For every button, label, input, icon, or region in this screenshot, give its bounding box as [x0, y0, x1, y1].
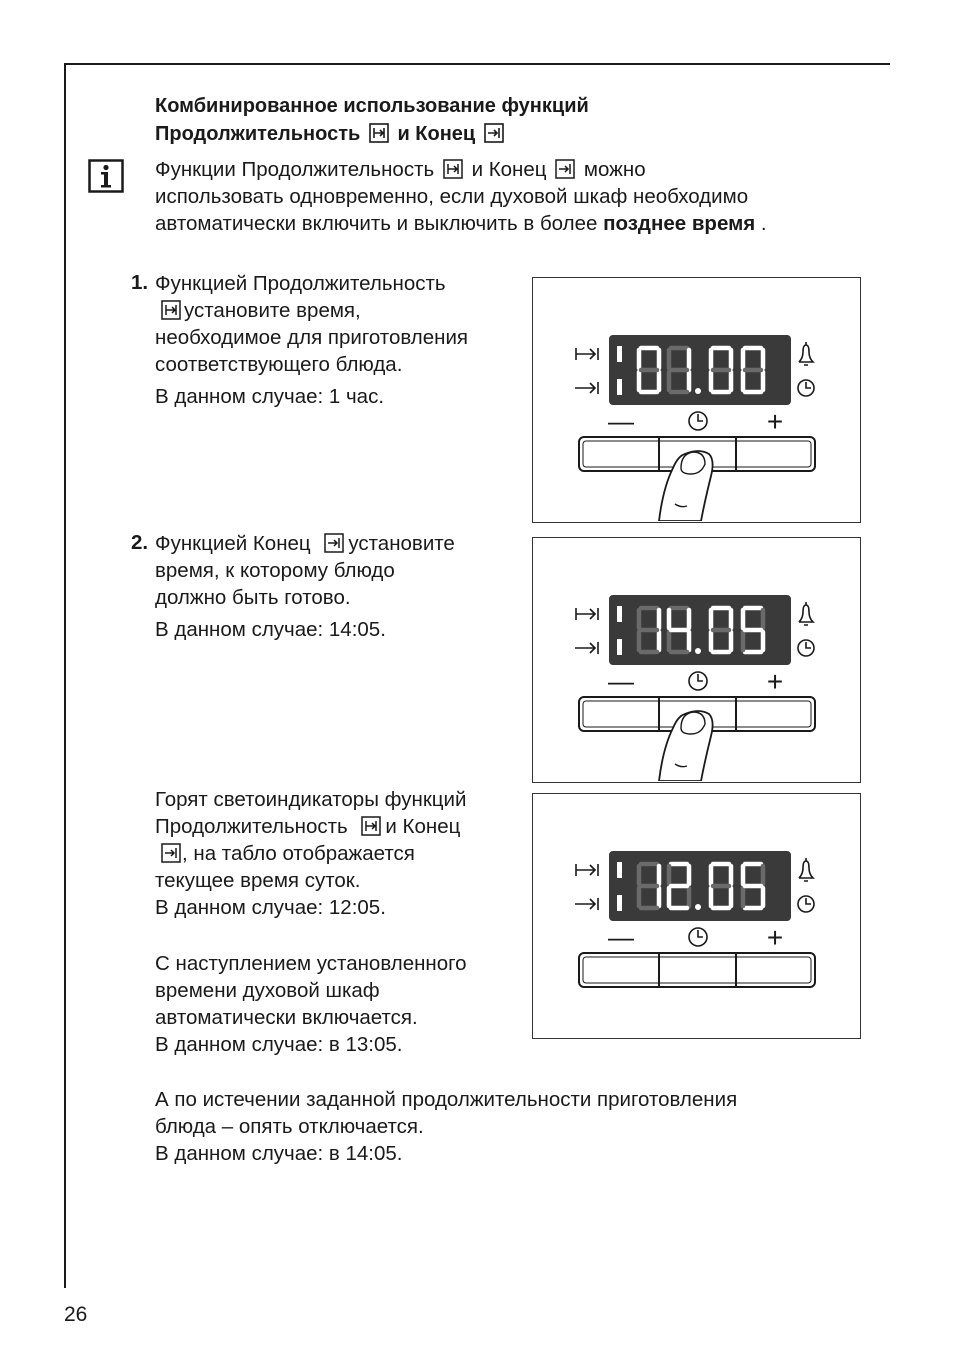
end-time-icon [555, 159, 575, 179]
end-time-icon [575, 642, 598, 654]
duration-icon [576, 608, 598, 620]
duration-indicator-led [617, 862, 622, 878]
end-time-icon [324, 533, 344, 553]
minus-label: — [608, 406, 634, 436]
alarm-icons [798, 858, 814, 912]
plus-label: + [766, 922, 784, 953]
function-icons [575, 864, 598, 910]
panel-illustration [533, 278, 859, 521]
bell-icon [799, 602, 813, 625]
clock-select-hands [698, 930, 703, 937]
info-paragraph: Функции Продолжительность и Конец можно использовать одновременно, если духовой шкаф необходимо автоматически включить и выключить в более позднее время . [155, 158, 767, 235]
duration-icon [576, 348, 598, 360]
duration-icon [361, 816, 381, 836]
decimal-dot [695, 904, 701, 910]
decimal-dot [695, 648, 701, 654]
oven-panel-2 [532, 537, 861, 783]
clock-select-hands [698, 414, 703, 421]
plus-label: + [766, 406, 784, 437]
clock-select-hands [698, 674, 703, 681]
oven-panel-1 [532, 277, 861, 523]
minus-label: — [608, 922, 634, 952]
alarm-icons [798, 342, 814, 396]
step-number: 1. [131, 271, 149, 294]
clock-hands [806, 642, 811, 648]
button-strip [579, 953, 815, 987]
step2-text: Функцией Конец установите время, к которому блюдо должно быть готово. В данном случае: 14:05. [155, 532, 455, 641]
step-number: 2. [131, 531, 149, 554]
end-time-icon [161, 843, 181, 863]
duration-icon [576, 864, 598, 876]
panel-illustration [533, 538, 859, 781]
minus-label: — [608, 666, 634, 696]
left-rule [64, 63, 66, 1288]
end-indicator-led [617, 895, 622, 911]
note-indicators: Горят светоиндикаторы функций Продолжительность и Конец , на табло отображается текущее время суток. В данном случае: 12:05. [155, 788, 467, 919]
page-number: 26 [64, 1303, 88, 1326]
plus-label: + [766, 666, 784, 697]
duration-indicator-led [617, 606, 622, 622]
function-icons [575, 348, 598, 394]
duration-icon [369, 123, 389, 143]
duration-icon [443, 159, 463, 179]
info-icon [88, 159, 124, 193]
clock-hands [806, 898, 811, 904]
section-title: Комбинированное использование функций Продолжительность и Конец [155, 95, 589, 145]
bell-icon [799, 342, 813, 365]
decimal-dot [695, 388, 701, 394]
oven-panel-3 [532, 793, 861, 1039]
function-icons [575, 608, 598, 654]
end-indicator-led [617, 379, 622, 395]
alarm-icons [798, 602, 814, 656]
duration-indicator-led [617, 346, 622, 362]
bell-icon [799, 858, 813, 881]
duration-icon [161, 300, 181, 320]
end-time-icon [484, 123, 504, 143]
clock-hands [806, 382, 811, 388]
end-indicator-led [617, 639, 622, 655]
end-time-icon [575, 898, 598, 910]
step1-text: Функцией Продолжительность установите время, необходимое для приготовления соответствующего блюда. В данном случае: 1 час. [155, 272, 469, 408]
note-auto-off: А по истечении заданной продолжительности приготовления блюда – опять отключается. В данном случае: в 14:05. [155, 1088, 738, 1165]
top-rule [64, 63, 890, 65]
note-auto-on: С наступлением установленного времени духовой шкаф автоматически включается. В данном случае: в 13:05. [155, 952, 467, 1056]
end-time-icon [575, 382, 598, 394]
panel-illustration [533, 794, 859, 1037]
